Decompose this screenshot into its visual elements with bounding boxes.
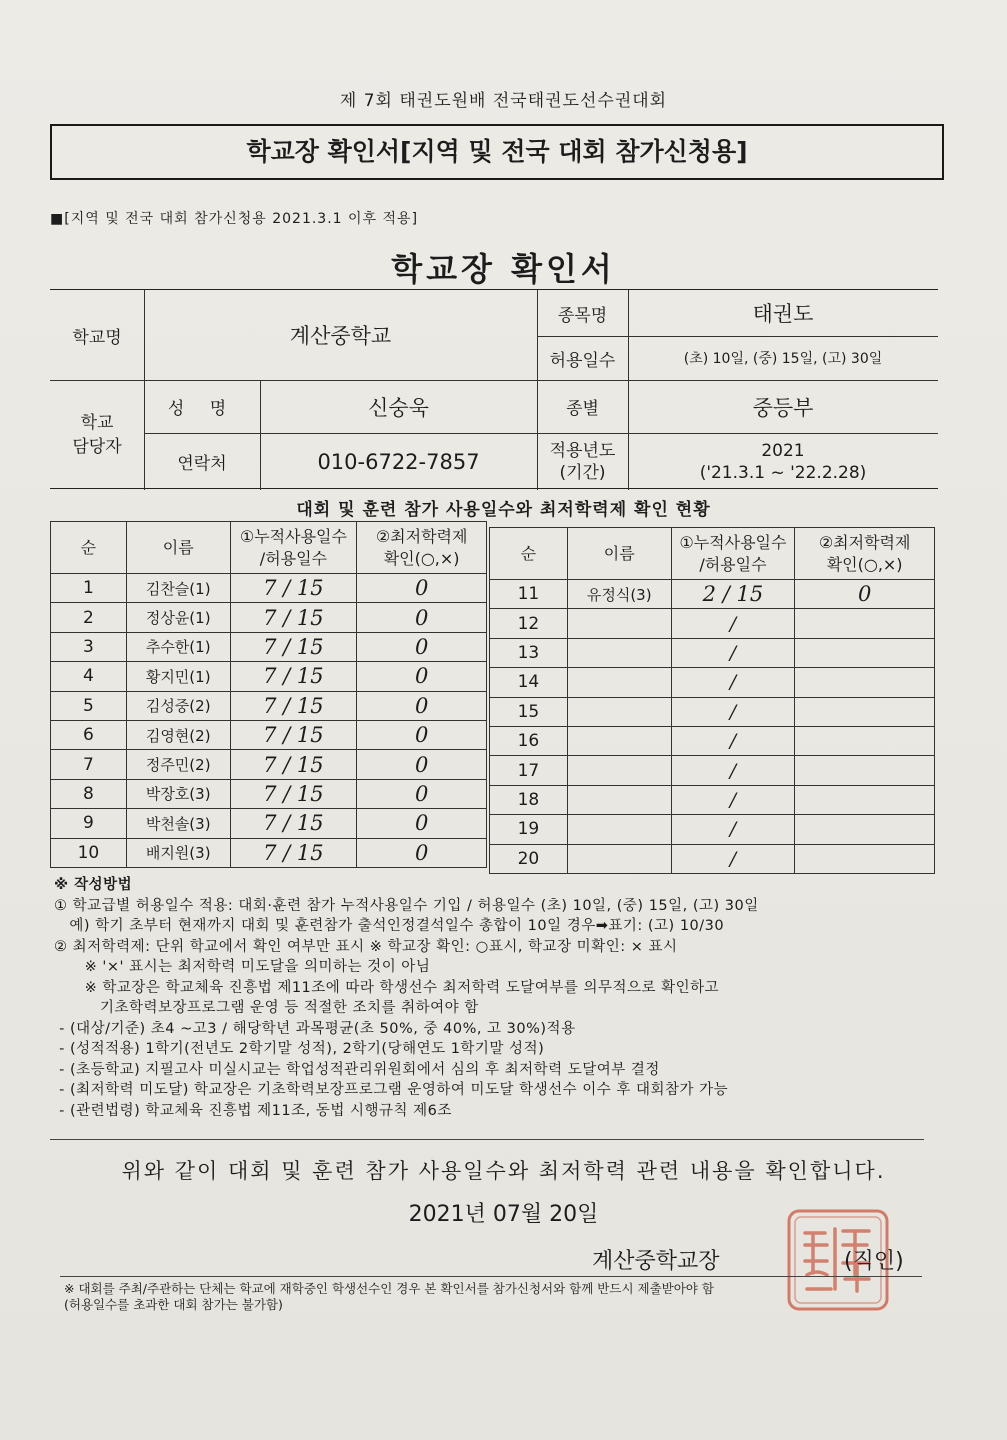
table-row bbox=[51, 603, 487, 632]
roster-header-row bbox=[490, 528, 935, 580]
student-name bbox=[567, 815, 671, 844]
student-name: 박장호(3) bbox=[126, 779, 230, 808]
table-row bbox=[51, 750, 487, 779]
header-check-line2: 확인(○,×) bbox=[826, 554, 903, 574]
row-number: 14 bbox=[490, 668, 568, 697]
table-row bbox=[51, 720, 487, 749]
phone-value: 010-6722-7857 bbox=[317, 449, 480, 474]
student-name bbox=[567, 756, 671, 785]
days-used: 7 / 15 bbox=[230, 691, 357, 720]
student-name bbox=[567, 609, 671, 638]
row-number: 1 bbox=[51, 574, 127, 603]
note-line: ※ 작성방법 bbox=[54, 877, 133, 893]
academic-check: 0 bbox=[357, 691, 487, 720]
row-number: 10 bbox=[51, 838, 127, 867]
row-number: 8 bbox=[51, 779, 127, 808]
row-number: 3 bbox=[51, 632, 127, 661]
days-used: / bbox=[671, 844, 795, 873]
academic-check: 0 bbox=[357, 809, 487, 838]
days-used: 7 / 15 bbox=[230, 779, 357, 808]
table-row bbox=[490, 785, 935, 814]
division-label: 종별 bbox=[566, 399, 599, 419]
note-line: ※ 학교장은 학교체육 진흥법 제11조에 따라 학생선수 최저학력 도달여부를 의무적으로 확인하고 bbox=[54, 979, 720, 996]
principal-name: 계산중학교장 bbox=[592, 1249, 720, 1274]
table-row bbox=[490, 815, 935, 844]
header-check bbox=[795, 528, 935, 580]
days-used: 7 / 15 bbox=[230, 838, 357, 867]
roster-table-left bbox=[50, 521, 487, 868]
contact-person-label-line1: 학교 bbox=[80, 413, 114, 433]
academic-check: 0 bbox=[357, 750, 487, 779]
table-row bbox=[490, 844, 935, 873]
table-row bbox=[490, 668, 935, 697]
event-title: 제 7회 태권도원배 전국태권도선수권대회 bbox=[339, 91, 668, 111]
student-name bbox=[567, 785, 671, 814]
days-used: / bbox=[671, 815, 795, 844]
header-check-line1: ②최저학력제 bbox=[375, 526, 468, 546]
student-name bbox=[567, 638, 671, 667]
note-line: 기초학력보장프로그램 운영 등 적절한 조치를 취하여야 함 bbox=[54, 1000, 479, 1016]
header-check bbox=[357, 522, 487, 574]
note-line: - (대상/기준) 초4 ~고3 / 해당학년 과목평균(초 50%, 중 40%, 고 30%)적용 bbox=[54, 1020, 576, 1037]
academic-check bbox=[795, 668, 935, 697]
row-number: 17 bbox=[490, 756, 568, 785]
table-row bbox=[490, 726, 935, 755]
name-value: 신숭욱 bbox=[368, 395, 429, 420]
name-label: 성 명 bbox=[167, 399, 237, 419]
student-name: 추수한(1) bbox=[126, 632, 230, 661]
header-days bbox=[671, 528, 795, 580]
table-row bbox=[51, 662, 487, 691]
note-line: ① 학교급별 허용일수 적용: 대회·훈련 참가 누적사용일수 기입 / 허용일수 (초) 10일, (중) 15일, (고) 30일 bbox=[54, 897, 759, 914]
divider bbox=[60, 1276, 922, 1277]
table-row bbox=[51, 809, 487, 838]
academic-check: 0 bbox=[357, 720, 487, 749]
days-used: / bbox=[671, 697, 795, 726]
student-name bbox=[567, 844, 671, 873]
year-value bbox=[628, 433, 938, 490]
row-number: 4 bbox=[51, 662, 127, 691]
table-row bbox=[490, 697, 935, 726]
note-line: - (초등학교) 지필고사 미실시교는 학업성적관리위원회에서 심의 후 최저학력 도달여부 결정 bbox=[54, 1061, 660, 1078]
academic-check: 0 bbox=[357, 632, 487, 661]
year-label-line1: 적용년도 bbox=[549, 440, 616, 461]
academic-check: 0 bbox=[795, 580, 935, 609]
note-line: - (최저학력 미도달) 학교장은 기초학력보장프로그램 운영하여 미도달 학생선수 이수 후 대회참가 가능 bbox=[54, 1082, 729, 1098]
sport-label: 종목명 bbox=[557, 305, 608, 326]
student-name: 김영현(2) bbox=[126, 720, 230, 749]
school-label: 학교명 bbox=[72, 327, 122, 348]
table-row bbox=[51, 691, 487, 720]
student-name: 김찬슬(1) bbox=[126, 574, 230, 603]
note-line: - (성적적용) 1학기(전년도 2학기말 성적), 2학기(당해연도 1학기말 성적) bbox=[54, 1041, 545, 1057]
academic-check bbox=[795, 697, 935, 726]
table-row bbox=[51, 574, 487, 603]
row-number: 20 bbox=[490, 844, 568, 873]
academic-check bbox=[795, 726, 935, 755]
row-number: 11 bbox=[490, 580, 568, 609]
days-used: 7 / 15 bbox=[230, 632, 357, 661]
header-check-line2: 확인(○,×) bbox=[383, 548, 460, 568]
days-used: / bbox=[671, 668, 795, 697]
row-number: 19 bbox=[490, 815, 568, 844]
sport-value: 태권도 bbox=[752, 302, 814, 326]
row-number: 16 bbox=[490, 726, 568, 755]
boxed-title: 학교장 확인서[지역 및 전국 대회 참가신청용] bbox=[50, 124, 944, 180]
footnote-line: (허용일수를 초과한 대회 참가는 불가함) bbox=[64, 1297, 283, 1312]
header-check-line1: ②최저학력제 bbox=[818, 532, 911, 552]
note-line: - (관련법령) 학교체육 진흥법 제11조, 동법 시행규칙 제6조 bbox=[54, 1102, 452, 1119]
days-used: 7 / 15 bbox=[230, 662, 357, 691]
main-title: 학교장 확인서 bbox=[391, 250, 616, 288]
table-row bbox=[490, 609, 935, 638]
contact-person-label-line2: 담당자 bbox=[72, 437, 122, 457]
academic-check: 0 bbox=[357, 603, 487, 632]
academic-check bbox=[795, 785, 935, 814]
student-name: 유정식(3) bbox=[567, 580, 671, 609]
days-used: / bbox=[671, 756, 795, 785]
school-value: 계산중학교 bbox=[289, 324, 392, 348]
row-number: 6 bbox=[51, 720, 127, 749]
footnote-line: ※ 대회를 주최/주관하는 단체는 학교에 재학중인 학생선수인 경우 본 확인서를 참가신청서와 함께 반드시 제출받아야 함 bbox=[64, 1281, 714, 1296]
table-row bbox=[490, 580, 935, 609]
row-number: 15 bbox=[490, 697, 568, 726]
header-name: 이름 bbox=[126, 522, 230, 574]
divider bbox=[50, 1139, 924, 1140]
contact-person-label bbox=[50, 380, 144, 490]
roster-title: 대회 및 훈련 참가 사용일수와 최저학력제 확인 현황 bbox=[296, 500, 711, 520]
header-no: 순 bbox=[490, 528, 568, 580]
student-name: 김성중(2) bbox=[126, 691, 230, 720]
table-row bbox=[490, 638, 935, 667]
days-used: 7 / 15 bbox=[230, 809, 357, 838]
days-used: 7 / 15 bbox=[230, 603, 357, 632]
student-name bbox=[567, 697, 671, 726]
note-line: 예) 학기 초부터 현재까지 대회 및 훈련참가 출석인정결석일수 총합이 10일 경우➡표기: (고) 10/30 bbox=[54, 918, 725, 934]
academic-check bbox=[795, 844, 935, 873]
header-no: 순 bbox=[51, 522, 127, 574]
days-used: 7 / 15 bbox=[230, 750, 357, 779]
days-used: 7 / 15 bbox=[230, 574, 357, 603]
days-used: / bbox=[671, 785, 795, 814]
seal-label: (직인) bbox=[844, 1249, 904, 1274]
days-used: 2 / 15 bbox=[671, 580, 795, 609]
student-name: 정주민(2) bbox=[126, 750, 230, 779]
note-line: ※ '×' 표시는 최저학력 미도달을 의미하는 것이 아님 bbox=[54, 959, 431, 975]
roster-header-row bbox=[51, 522, 487, 574]
allowed-days-label: 허용일수 bbox=[549, 350, 616, 371]
header-days-line2: /허용일수 bbox=[259, 548, 328, 568]
note-line: ② 최저학력제: 단위 학교에서 확인 여부만 표시 ※ 학교장 확인: ○표시, 학교장 미확인: × 표시 bbox=[54, 938, 678, 955]
student-name: 배지원(3) bbox=[126, 838, 230, 867]
academic-check: 0 bbox=[357, 779, 487, 808]
year-value-line1: 2021 bbox=[761, 440, 805, 461]
table-row bbox=[51, 838, 487, 867]
days-used: / bbox=[671, 638, 795, 667]
days-used: / bbox=[671, 726, 795, 755]
row-number: 2 bbox=[51, 603, 127, 632]
roster-table-right bbox=[489, 527, 935, 874]
header-days bbox=[230, 522, 357, 574]
student-name: 박천솔(3) bbox=[126, 809, 230, 838]
allowed-days-value: (초) 10일, (중) 15일, (고) 30일 bbox=[683, 351, 883, 367]
form-subnote: ■[지역 및 전국 대회 참가신청용 2021.3.1 이후 적용] bbox=[50, 211, 419, 227]
phone-label: 연락처 bbox=[177, 454, 227, 474]
academic-check bbox=[795, 638, 935, 667]
row-number: 5 bbox=[51, 691, 127, 720]
table-row bbox=[51, 779, 487, 808]
academic-check bbox=[795, 756, 935, 785]
instructions bbox=[54, 875, 954, 1121]
table-row bbox=[51, 632, 487, 661]
days-used: / bbox=[671, 609, 795, 638]
header-name: 이름 bbox=[567, 528, 671, 580]
academic-check: 0 bbox=[357, 574, 487, 603]
issue-date: 2021년 07월 20일 bbox=[408, 1202, 599, 1227]
division-value: 중등부 bbox=[752, 395, 814, 420]
year-label-line2: (기간) bbox=[559, 462, 606, 483]
row-number: 18 bbox=[490, 785, 568, 814]
year-label bbox=[537, 433, 628, 490]
academic-check: 0 bbox=[357, 838, 487, 867]
academic-check: 0 bbox=[357, 662, 487, 691]
student-name bbox=[567, 668, 671, 697]
school-info-table bbox=[50, 289, 938, 489]
table-row bbox=[490, 756, 935, 785]
footnote bbox=[64, 1281, 714, 1313]
row-number: 13 bbox=[490, 638, 568, 667]
header-days-line1: ①누적사용일수 bbox=[679, 532, 787, 552]
confirmation-statement: 위와 같이 대회 및 훈련 참가 사용일수와 최저학력 관련 내용을 확인합니다. bbox=[121, 1159, 886, 1183]
student-name: 황지민(1) bbox=[126, 662, 230, 691]
header-days-line2: /허용일수 bbox=[699, 554, 767, 574]
academic-check bbox=[795, 609, 935, 638]
student-name: 정상윤(1) bbox=[126, 603, 230, 632]
year-value-line2: ('21.3.1 ~ '22.2.28) bbox=[699, 462, 867, 483]
row-number: 9 bbox=[51, 809, 127, 838]
row-number: 12 bbox=[490, 609, 568, 638]
academic-check bbox=[795, 815, 935, 844]
row-number: 7 bbox=[51, 750, 127, 779]
days-used: 7 / 15 bbox=[230, 720, 357, 749]
header-days-line1: ①누적사용일수 bbox=[239, 526, 347, 546]
student-name bbox=[567, 726, 671, 755]
